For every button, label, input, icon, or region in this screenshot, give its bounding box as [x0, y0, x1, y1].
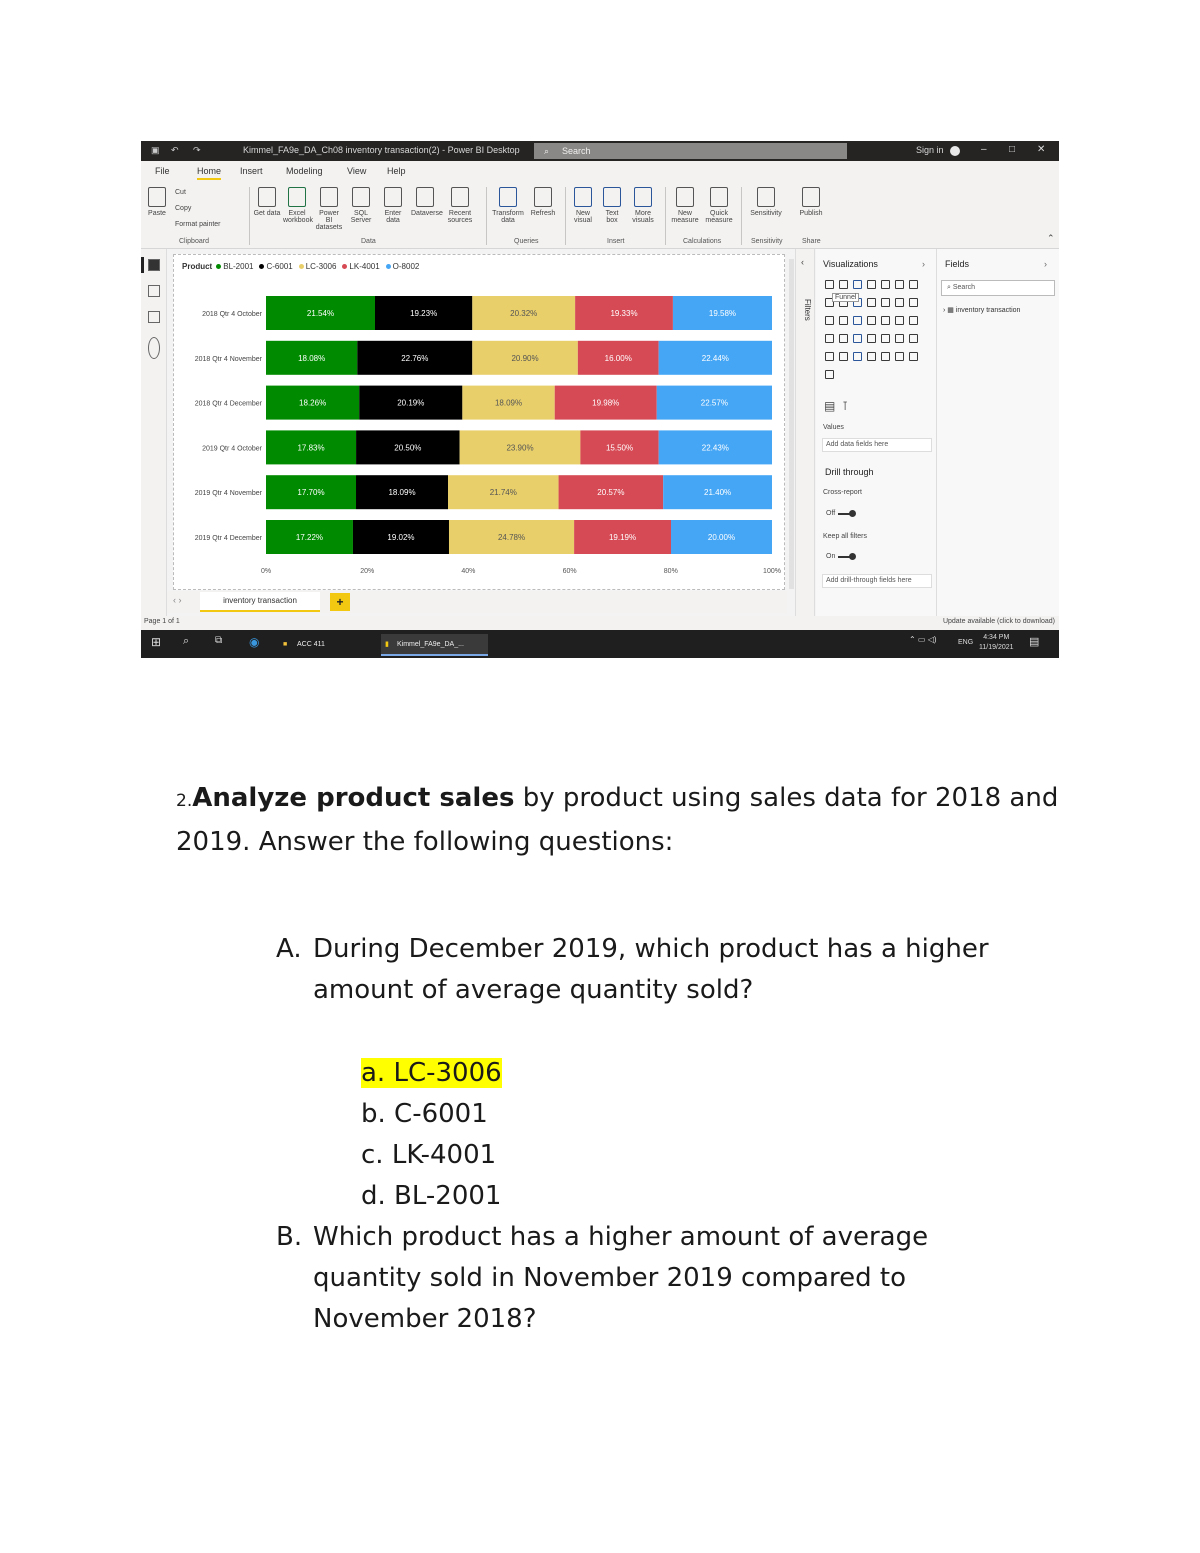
table-icon — [384, 187, 402, 207]
category-label: 2019 Qtr 4 December — [194, 535, 262, 542]
chevron-right-icon[interactable]: › — [922, 259, 925, 269]
update-available-link[interactable]: Update available (click to download) — [942, 618, 1055, 625]
visual-type-icon[interactable] — [839, 334, 848, 343]
report-view-icon[interactable] — [148, 259, 160, 271]
visual-type-icon[interactable] — [867, 352, 876, 361]
question-2 — [176, 778, 1076, 863]
data-label: 17.83% — [297, 443, 325, 453]
visual-type-icon[interactable] — [909, 298, 918, 307]
legend-item-c-6001[interactable]: C-6001 — [259, 262, 292, 271]
option-c-marker: c. — [361, 1140, 384, 1170]
page-nav-arrows[interactable]: ‹ › — [173, 595, 182, 605]
category-label: 2019 Qtr 4 November — [194, 490, 262, 498]
option-c[interactable] — [361, 1135, 496, 1176]
data-label: 21.74% — [489, 488, 517, 498]
option-d-text: BL-2001 — [394, 1181, 502, 1211]
sign-in-link[interactable]: Sign in — [916, 145, 944, 155]
data-label: 20.50% — [394, 443, 422, 453]
search-icon[interactable]: ⌕ — [183, 635, 190, 647]
dax-view-icon[interactable] — [148, 337, 160, 359]
x-tick-label: 40% — [461, 567, 476, 575]
enter-data-button[interactable]: Enter data — [379, 187, 407, 224]
page-tabs — [167, 591, 787, 613]
visual-type-icon[interactable] — [895, 280, 904, 289]
data-label: 22.76% — [401, 353, 429, 363]
text-box-button[interactable]: Text box — [599, 187, 625, 224]
excel-workbook-button[interactable]: Excel workbook — [283, 187, 311, 224]
group-sensitivity: Sensitivity — [751, 238, 783, 245]
field-table-inventory-transaction[interactable]: › ▦ inventory transaction — [943, 307, 1021, 314]
language-indicator[interactable]: ENG — [958, 639, 974, 646]
visualizations-title: Visualizations — [823, 259, 878, 269]
x-tick-label: 80% — [663, 567, 678, 575]
dataverse-icon — [416, 187, 434, 207]
publish-icon — [802, 187, 820, 207]
data-label: 20.00% — [707, 533, 736, 542]
keep-all-filters-toggle[interactable]: On — [826, 553, 856, 561]
data-label: 19.33% — [610, 309, 638, 318]
task-view-icon[interactable]: ⧉ — [215, 635, 223, 646]
group-share: Share — [802, 238, 821, 245]
copy-button[interactable]: Copy — [175, 205, 192, 212]
fields-pane — [937, 249, 1059, 616]
cross-report-label: Cross-report — [823, 489, 862, 496]
filters-label: Filters — [803, 299, 812, 321]
visual-type-icon[interactable] — [895, 316, 904, 325]
visual-type-icon[interactable] — [909, 352, 918, 361]
cut-button[interactable]: Cut — [175, 189, 186, 196]
data-label: 22.57% — [700, 398, 728, 408]
category-label: 2018 Qtr 4 November — [194, 355, 262, 363]
visual-type-icon[interactable] — [909, 334, 918, 343]
visualizations-pane — [816, 249, 937, 616]
fields-well-icon[interactable]: ▤ — [824, 399, 836, 413]
publish-button[interactable]: Publish — [795, 187, 827, 217]
menu-file[interactable]: File — [155, 166, 170, 176]
values-label: Values — [823, 424, 844, 431]
question-part-a — [276, 929, 1076, 1011]
group-queries: Queries — [514, 238, 539, 245]
visual-type-icon[interactable] — [881, 280, 890, 289]
stacked-bar-chart[interactable] — [174, 255, 786, 591]
group-clipboard: Clipboard — [179, 238, 209, 245]
refresh-icon — [534, 187, 552, 207]
page-tab-inventory-transaction[interactable]: inventory transaction — [200, 592, 320, 612]
more-visuals-icon — [634, 187, 652, 207]
option-b[interactable] — [361, 1094, 488, 1135]
more-visuals-button[interactable]: More visuals — [627, 187, 659, 224]
menu-modeling[interactable]: Modeling — [286, 166, 323, 176]
quick-measure-button[interactable]: Quick measure — [703, 187, 735, 224]
option-c-text: LK-4001 — [391, 1140, 497, 1170]
visual-type-icon[interactable] — [853, 334, 862, 343]
refresh-button[interactable]: Refresh — [529, 187, 557, 217]
format-paintbrush-icon[interactable]: ⊺ — [842, 399, 849, 413]
taskbar-clock[interactable]: 4:34 PM 11/19/2021 — [979, 634, 1014, 651]
transform-icon — [499, 187, 517, 207]
transform-data-button[interactable]: Transform data — [491, 187, 525, 224]
visual-type-icon[interactable] — [825, 370, 834, 379]
data-label: 18.26% — [299, 398, 327, 408]
question-bold-text: Analyze product sales — [192, 783, 515, 813]
paste-button[interactable]: Paste — [147, 187, 167, 217]
powerbi-datasets-button[interactable]: Power BI datasets — [315, 187, 343, 231]
category-label: 2019 Qtr 4 October — [202, 445, 262, 453]
data-label: 20.32% — [510, 309, 538, 318]
legend-item-o-8002[interactable]: O-8002 — [386, 262, 420, 271]
visual-type-icon[interactable] — [867, 334, 876, 343]
x-tick-label: 100% — [763, 567, 781, 575]
taskbar-app-folder[interactable]: ■ ACC 411 — [283, 641, 325, 648]
data-label: 20.90% — [511, 353, 539, 363]
x-tick-label: 60% — [562, 567, 577, 575]
visual-type-icon[interactable] — [895, 298, 904, 307]
funnel-tooltip: Funnel — [832, 293, 859, 302]
sensitivity-button[interactable]: Sensitivity — [747, 187, 785, 217]
view-switcher — [141, 249, 167, 619]
edge-browser-icon[interactable]: ◉ — [249, 635, 260, 649]
model-view-icon[interactable] — [148, 311, 160, 323]
visual-type-icon[interactable] — [853, 316, 862, 325]
visual-type-icon[interactable] — [839, 316, 848, 325]
legend-item-lk-4001[interactable]: LK-4001 — [342, 262, 379, 271]
data-view-icon[interactable] — [148, 285, 160, 297]
option-a-marker: a. — [361, 1058, 386, 1088]
data-label: 22.44% — [701, 353, 729, 363]
dataset-icon — [320, 187, 338, 207]
sensitivity-icon — [757, 187, 775, 207]
data-label: 19.23% — [410, 309, 438, 318]
data-label: 20.57% — [597, 488, 625, 498]
menu-bar — [141, 161, 1059, 181]
system-tray-icons[interactable]: ⌃ ▭ ◁) — [909, 635, 937, 644]
cross-report-toggle[interactable]: Off — [826, 510, 856, 518]
dataverse-button[interactable]: Dataverse — [411, 187, 439, 217]
data-label: 19.98% — [592, 398, 620, 408]
data-label: 18.09% — [388, 488, 416, 498]
data-label: 21.40% — [704, 488, 732, 498]
maximize-button[interactable]: □ — [1009, 144, 1016, 155]
taskbar-app-powerbi[interactable]: ▮ Kimmel_FA9e_DA_... — [381, 634, 488, 656]
status-bar — [141, 616, 1059, 630]
drill-through-header: Drill through — [825, 467, 874, 477]
part-a-marker: A. — [276, 934, 302, 964]
save-icon[interactable]: ▣ — [151, 145, 160, 155]
fields-search-input[interactable]: ⌕ Search — [941, 280, 1055, 296]
visual-type-icon[interactable] — [909, 316, 918, 325]
visual-type-icon[interactable] — [909, 280, 918, 289]
database-icon — [258, 187, 276, 207]
part-b-marker: B. — [276, 1222, 303, 1252]
visual-type-icon[interactable] — [853, 352, 862, 361]
question-part-b — [276, 1217, 996, 1340]
new-measure-button[interactable]: New measure — [669, 187, 701, 224]
option-b-text: C-6001 — [394, 1099, 488, 1129]
chevron-left-icon[interactable]: ‹ — [801, 257, 804, 267]
format-painter-button[interactable]: Format painter — [175, 221, 221, 228]
menu-insert[interactable]: Insert — [240, 166, 263, 176]
menu-home[interactable]: Home — [197, 166, 221, 180]
data-label: 19.02% — [387, 533, 415, 542]
title-search-box[interactable] — [534, 143, 847, 159]
visual-type-icon[interactable] — [825, 334, 834, 343]
window-title: Kimmel_FA9e_DA_Ch08 inventory transaction(2) - Power BI Desktop — [243, 145, 520, 155]
sql-icon — [352, 187, 370, 207]
option-d-marker: d. — [361, 1181, 386, 1211]
visual-type-icon[interactable] — [853, 280, 862, 289]
chevron-right-icon[interactable]: › — [1044, 259, 1047, 269]
excel-icon — [288, 187, 306, 207]
quick-measure-icon — [710, 187, 728, 207]
question-text: by product using sales data for 2018 and 2019. Answer the following questions: — [176, 783, 1059, 857]
part-a-text: During December 2019, which product has a higher amount of average quantity sold? — [313, 934, 989, 1005]
new-visual-button[interactable]: New visual — [569, 187, 597, 224]
data-label: 18.09% — [494, 398, 523, 408]
group-insert: Insert — [607, 238, 625, 245]
x-tick-label: 20% — [360, 567, 375, 575]
fields-title: Fields — [945, 259, 970, 269]
visual-type-icon[interactable] — [825, 352, 834, 361]
powerbi-screenshot — [141, 141, 1059, 658]
data-label: 17.70% — [297, 488, 325, 498]
data-label: 16.00% — [604, 353, 632, 363]
data-label: 19.19% — [608, 533, 637, 542]
data-label: 24.78% — [497, 533, 526, 542]
group-data: Data — [361, 238, 376, 245]
group-calculations: Calculations — [683, 238, 722, 245]
visual-type-icon[interactable] — [881, 352, 890, 361]
visual-type-icon[interactable] — [895, 352, 904, 361]
part-b-text: Which product has a higher amount of average quantity sold in November 2019 compared to November 2018? — [313, 1222, 929, 1334]
ribbon — [141, 181, 1059, 249]
data-label: 22.43% — [701, 443, 729, 453]
undo-icon[interactable]: ↶ — [171, 145, 179, 155]
option-a-text: LC-3006 — [393, 1058, 502, 1088]
option-a[interactable] — [361, 1053, 502, 1094]
visual-type-icon[interactable] — [895, 334, 904, 343]
category-label: 2018 Qtr 4 December — [194, 400, 262, 408]
visual-icon — [574, 187, 592, 207]
filters-pane-collapsed[interactable] — [795, 249, 815, 616]
recent-icon — [451, 187, 469, 207]
x-tick-label: 0% — [260, 567, 272, 575]
keep-all-filters-label: Keep all filters — [823, 533, 867, 540]
menu-view[interactable]: View — [347, 166, 367, 176]
legend-title: Product — [182, 262, 213, 271]
redo-icon[interactable]: ↷ — [193, 145, 201, 155]
visual-type-icon[interactable] — [881, 316, 890, 325]
measure-icon — [676, 187, 694, 207]
legend-item-bl-2001[interactable]: BL-2001 — [216, 262, 253, 271]
get-data-button[interactable]: Get data — [253, 187, 281, 217]
title-search-placeholder: Search — [562, 146, 591, 156]
windows-start-icon[interactable]: ⊞ — [151, 635, 162, 649]
data-label: 21.54% — [306, 309, 335, 318]
data-label: 19.58% — [708, 309, 737, 318]
visual-type-icon[interactable] — [839, 280, 848, 289]
title-bar — [141, 141, 1059, 161]
windows-taskbar — [141, 630, 1059, 658]
data-label: 23.90% — [506, 443, 534, 453]
search-icon: ⌕ — [544, 146, 550, 156]
visual-type-icon[interactable] — [867, 298, 876, 307]
sql-server-button[interactable]: SQL Server — [347, 187, 375, 224]
visual-type-icon[interactable] — [867, 280, 876, 289]
visual-type-icon[interactable] — [825, 316, 834, 325]
textbox-icon — [603, 187, 621, 207]
close-button[interactable]: ✕ — [1037, 144, 1046, 155]
visual-type-icon[interactable] — [881, 334, 890, 343]
visual-type-icon[interactable] — [825, 280, 834, 289]
clipboard-icon — [148, 187, 166, 207]
data-label: 15.50% — [605, 443, 634, 453]
notifications-icon[interactable]: ▤ — [1029, 636, 1040, 648]
legend-item-lc-3006[interactable]: LC-3006 — [299, 262, 337, 271]
option-b-marker: b. — [361, 1099, 386, 1129]
collapse-ribbon-icon[interactable]: ⌃ — [1047, 233, 1055, 243]
minimize-button[interactable]: – — [981, 144, 987, 155]
page-count: Page 1 of 1 — [144, 618, 180, 625]
category-label: 2018 Qtr 4 October — [202, 311, 262, 318]
option-d[interactable] — [361, 1176, 501, 1217]
avatar-icon[interactable] — [950, 146, 960, 156]
visual-type-icon[interactable] — [881, 298, 890, 307]
report-canvas[interactable] — [173, 254, 785, 590]
canvas-scrollbar[interactable] — [789, 259, 794, 589]
data-label: 18.08% — [298, 353, 326, 363]
question-number: 2. — [176, 791, 193, 811]
menu-help[interactable]: Help — [387, 166, 406, 176]
add-page-button[interactable]: + — [330, 593, 350, 611]
recent-sources-button[interactable]: Recent sources — [445, 187, 475, 224]
visual-type-icon[interactable] — [867, 316, 876, 325]
values-well[interactable]: Add data fields here — [822, 438, 932, 452]
data-label: 17.22% — [295, 533, 324, 542]
drill-through-well[interactable]: Add drill-through fields here — [822, 574, 932, 588]
visual-type-icon[interactable] — [839, 352, 848, 361]
data-label: 20.19% — [397, 398, 425, 408]
